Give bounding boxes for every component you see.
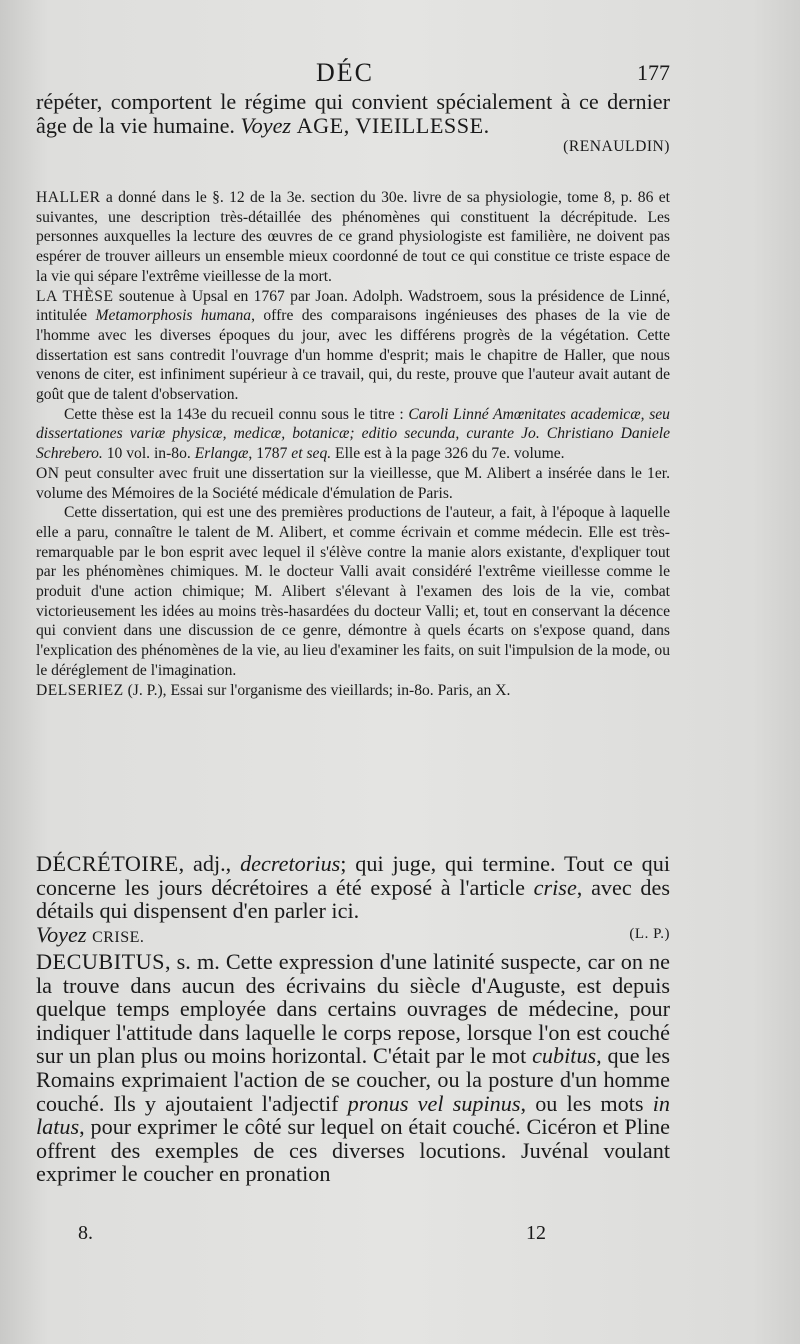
entry-these: LA THÈSE soutenue à Upsal en 1767 par Joan. Adolph. Wadstroem, sous la présidence de Linné, intitulée Metamorphosis humana, offre des comparaisons ingénieuses des phases de la vie de l'homme avec les diverses époques du jour, avec les différens progrès de la végétation. Cette dissertation est sans contredit l'ouvrage d'un homme d'esprit; mais le chapitre de Haller, que nous venons de citer, est infiniment supérieur à ce travail, qui, du reste, prouve que l'auteur avait autant de goût que de talent d'observation. bbox=[36, 287, 670, 404]
page-footer bbox=[36, 1222, 670, 1252]
page-number: 177 bbox=[637, 60, 670, 85]
cross-references: AGE, VIEILLESSE. bbox=[296, 112, 490, 138]
article-decubitus bbox=[36, 950, 670, 1186]
signature-mark: 8. bbox=[78, 1222, 93, 1244]
headword-decretoire: DÉCRÉTOIRE bbox=[36, 851, 179, 876]
decretoire-text: DÉCRÉTOIRE, adj., decretorius; qui juge, qui termine. Tout ce qui concerne les jours décrétoires a été exposé à l'article crise, avec des détails qui dispensent d'en parler ici. bbox=[36, 851, 670, 924]
decubitus-text: DECUBITUS, s. m. Cette expression d'une latinité suspecte, car on ne la trouve dans aucun des écrivains du siècle d'Auguste, est depuis quelque temps employée dans certains ouvrages de médecine, pour indiquer l'attitude dans laquelle le corps repose, lorsque l'on est couché sur un plan plus ou moins horizontal. C'était par le mot cubitus, que les Romains exprimaient l'action de se coucher, ou la posture d'un homme couché. Ils y ajoutaient l'adjectif pronus vel supinus, ou les mots in latus, pour exprimer le côté sur lequel on était couché. Cicéron et Pline offrent des exemples de ces diverses locutions. Juvénal voulant exprimer le coucher en pronation bbox=[36, 949, 670, 1187]
top-paragraph bbox=[36, 90, 670, 157]
bibliography-block bbox=[36, 188, 670, 700]
headword-decubitus: DECUBITUS bbox=[36, 949, 166, 974]
voyez-label: Voyez bbox=[240, 112, 292, 138]
decretoire-ref-line: Voyez CRISE. (L. P.) bbox=[36, 921, 670, 947]
author-renauldin: (RENAULDIN) bbox=[563, 138, 670, 156]
entry-recueil: Cette thèse est la 143e du recueil connu sous le titre : Caroli Linné Amœnitates academicæ, seu dissertationes variæ physicæ, medicæ, botanicæ; editio secunda, curante Jo. Christiano Daniele Schrebero. 10 vol. in-8o. Erlangæ, 1787 et seq. Elle est à la page 326 du 7e. volume. bbox=[36, 405, 670, 463]
entry-delseriez: DELSERIEZ (J. P.), Essai sur l'organisme des vieillards; in-8o. Paris, an X. bbox=[36, 681, 511, 699]
top-paragraph-text: répéter, comportent le régime qui convient spécialement à ce dernier âge de la vie humaine. Voyez AGE, VIEILLESSE. bbox=[36, 89, 670, 138]
entry-dissertation: Cette dissertation, qui est une des premières productions de l'auteur, a fait, à l'époque à laquelle elle a paru, connaître le talent de M. Alibert, et comme écrivain et comme médecin. Elle est très-remarquable par le bon esprit avec lequel il s'élève contre la manie alors existante, d'expliquer tout par les phénomènes chimiques. M. le docteur Valli avait considéré l'extrême vieillesse comme le produit d'une action chimique; M. Alibert s'élevant à l'examen des lois de la vie, combat victorieusement les idées au moins très-hasardées du docteur Valli; et, tout en conservant la décence qui convient dans une discussion de ce genre, démontre à quels écarts on s'expose quand, dans l'explication des phénomènes de la vie, au lieu d'examiner les faits, on suit l'impulsion de la mode, ou le déréglement de l'imagination. bbox=[36, 504, 670, 679]
author-lp: (L. P.) bbox=[629, 925, 670, 942]
running-title: DÉC bbox=[316, 58, 374, 87]
entry-alibert: ON peut consulter avec fruit une dissertation sur la vieillesse, que M. Alibert a insérée dans le 1er. volume des Mémoires de la Société médicale d'émulation de Paris. bbox=[36, 464, 670, 502]
folio-number: 12 bbox=[526, 1222, 546, 1244]
entry-haller: HALLER a donné dans le §. 12 de la 3e. section du 30e. livre de sa physiologie, tome 8, p. 86 et suivantes, une description très-détaillée des phénomènes qui constituent la décrépitude. Les personnes auxquelles la lecture des œuvres de ce grand physiologiste est familière, ne doivent pas espérer de trouver ailleurs un ensemble mieux coordonné de tout ce qui constitue ce triste espace de la vie qui sépare l'extrême vieillesse de la mort. bbox=[36, 189, 670, 285]
article-decretoire bbox=[36, 852, 670, 949]
